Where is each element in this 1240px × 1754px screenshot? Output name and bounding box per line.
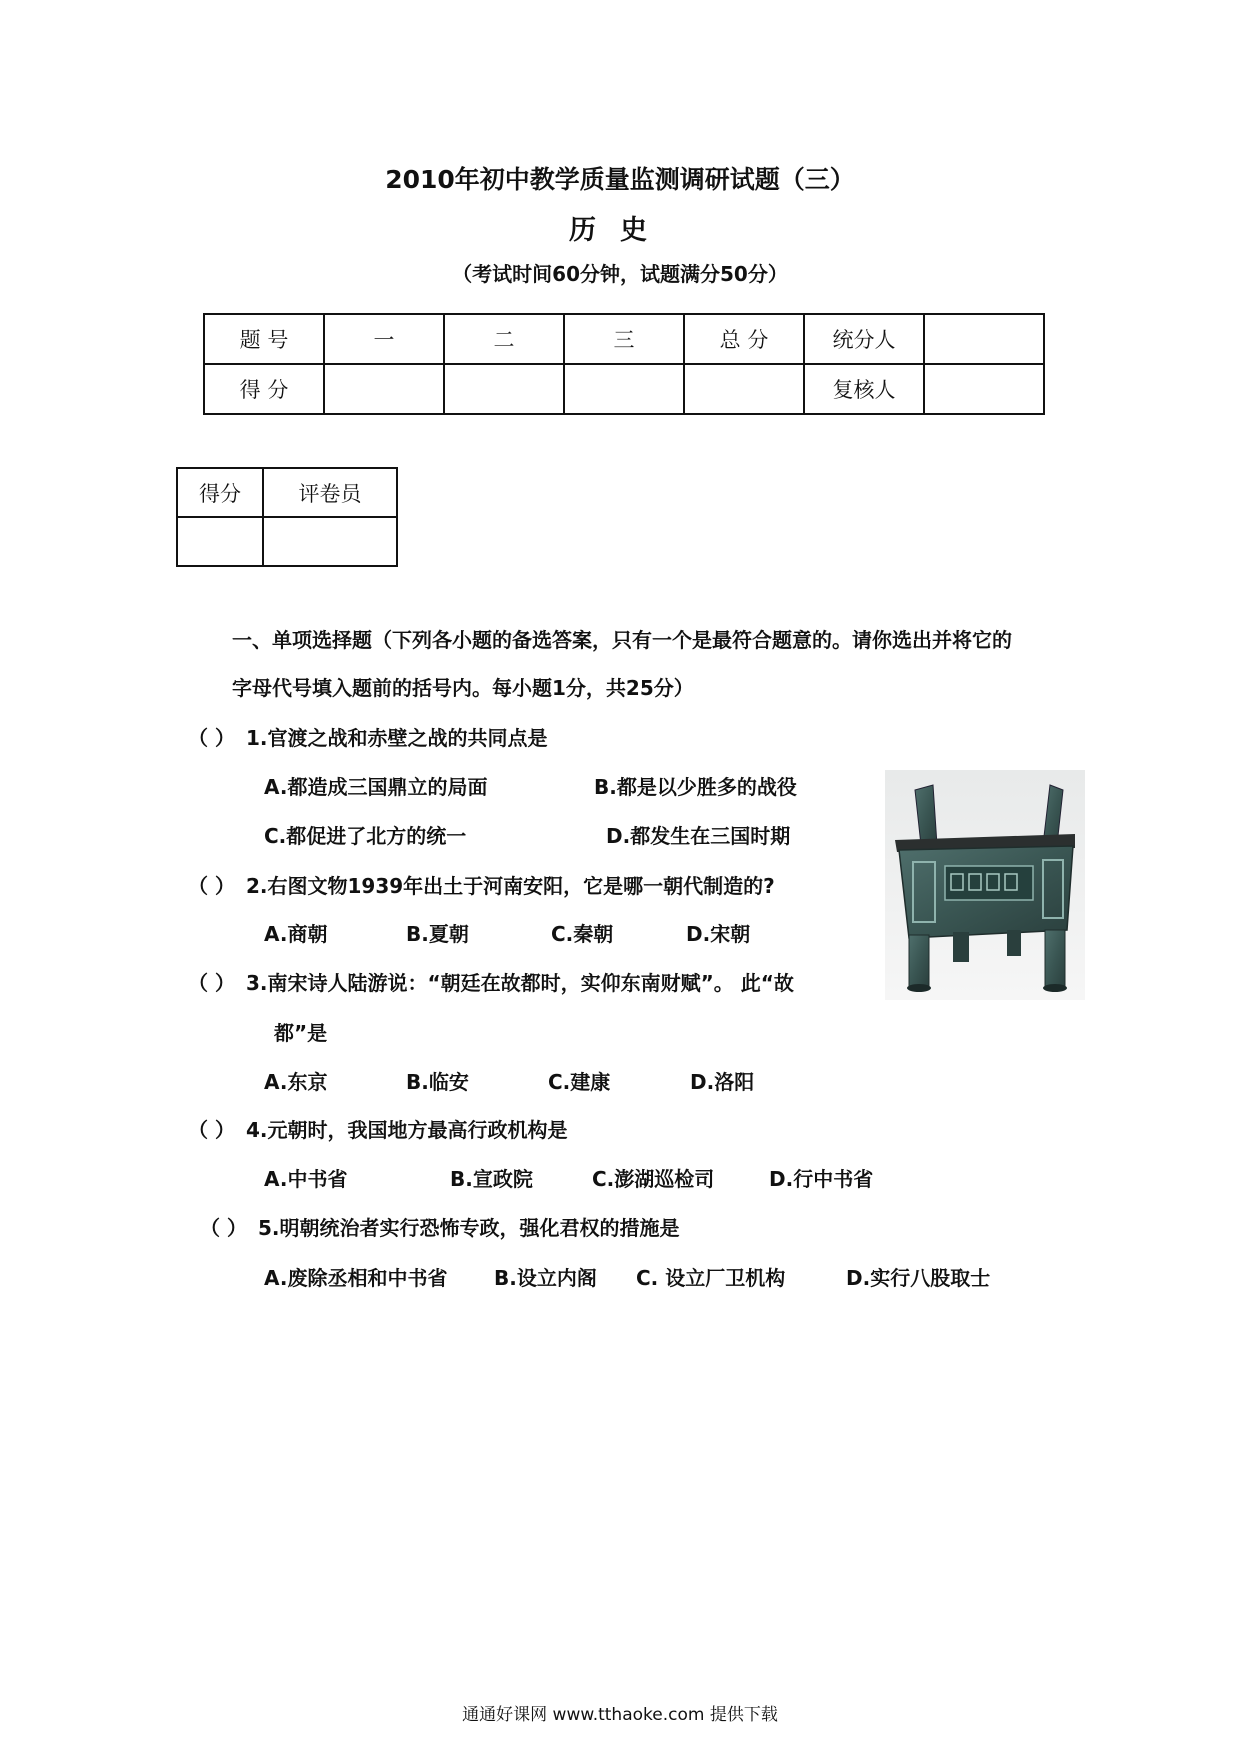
option-a: A.中书省 bbox=[264, 1167, 348, 1191]
score-cell: 总 分 bbox=[684, 314, 804, 364]
question-stem: 3.南宋诗人陆游说：“朝廷在故都时，实仰东南财赋”。 此“故 bbox=[246, 971, 794, 995]
grader-table bbox=[176, 467, 398, 567]
section-instructions-line1: 一、单项选择题（下列各小题的备选答案，只有一个是最符合题意的。请你选出并将它的 bbox=[232, 628, 1012, 652]
grader-score-cell[interactable] bbox=[177, 517, 263, 566]
score-cell[interactable] bbox=[924, 314, 1044, 364]
question-2-options bbox=[264, 918, 750, 947]
question-1-options-row2 bbox=[264, 820, 790, 849]
question-3-options bbox=[264, 1066, 754, 1095]
score-table-row bbox=[204, 314, 1044, 364]
option-d: D.都发生在三国时期 bbox=[606, 824, 791, 848]
score-cell[interactable] bbox=[684, 364, 804, 414]
option-b: B.都是以少胜多的战役 bbox=[594, 775, 797, 799]
question-stem: 1.官渡之战和赤壁之战的共同点是 bbox=[246, 726, 548, 750]
score-table bbox=[203, 313, 1045, 415]
question-2 bbox=[188, 870, 775, 899]
grader-header-score: 得分 bbox=[177, 468, 263, 517]
question-4-options bbox=[264, 1163, 873, 1192]
option-a: A.商朝 bbox=[264, 922, 328, 946]
question-stem: 2.右图文物1939年出土于河南安阳，它是哪一朝代制造的? bbox=[246, 874, 775, 898]
answer-blank[interactable]: （ ） bbox=[188, 874, 235, 898]
answer-blank[interactable]: （ ） bbox=[188, 971, 235, 995]
option-a: A.东京 bbox=[264, 1070, 328, 1094]
answer-blank[interactable]: （ ） bbox=[200, 1216, 247, 1240]
question-3-stem-continued: 都”是 bbox=[274, 1021, 328, 1045]
grader-header-grader: 评卷员 bbox=[263, 468, 397, 517]
score-cell: 一 bbox=[324, 314, 444, 364]
option-c: C. 设立厂卫机构 bbox=[636, 1266, 786, 1290]
score-cell[interactable] bbox=[324, 364, 444, 414]
score-cell: 题 号 bbox=[204, 314, 324, 364]
option-d: D.宋朝 bbox=[686, 922, 751, 946]
option-b: B.夏朝 bbox=[406, 922, 469, 946]
score-cell: 统分人 bbox=[804, 314, 924, 364]
question-stem: 5.明朝统治者实行恐怖专政，强化君权的措施是 bbox=[258, 1216, 680, 1240]
option-a: A.废除丞相和中书省 bbox=[264, 1266, 448, 1290]
option-d: D.实行八股取士 bbox=[846, 1266, 991, 1290]
question-3 bbox=[188, 967, 794, 996]
section-instructions-line2: 字母代号填入题前的括号内。每小题1分，共25分） bbox=[232, 676, 694, 700]
option-c: C.澎湖巡检司 bbox=[592, 1167, 715, 1191]
option-d: D.行中书省 bbox=[769, 1167, 874, 1191]
score-cell[interactable] bbox=[924, 364, 1044, 414]
question-1-options-row1 bbox=[264, 771, 797, 800]
score-cell[interactable] bbox=[564, 364, 684, 414]
exam-title: 2010年初中教学质量监测调研试题（三） bbox=[385, 165, 855, 194]
bronze-ding-image bbox=[885, 770, 1085, 1000]
subject-title: 历史 bbox=[569, 215, 671, 246]
option-a: A.都造成三国鼎立的局面 bbox=[264, 775, 488, 799]
option-b: B.设立内阁 bbox=[494, 1266, 597, 1290]
footer-source: 通通好课网 www.tthaoke.com 提供下载 bbox=[462, 1705, 778, 1725]
score-cell[interactable] bbox=[444, 364, 564, 414]
score-cell: 复核人 bbox=[804, 364, 924, 414]
option-c: C.都促进了北方的统一 bbox=[264, 824, 467, 848]
score-cell: 三 bbox=[564, 314, 684, 364]
exam-info: （考试时间60分钟，试题满分50分） bbox=[452, 262, 788, 286]
question-stem: 4.元朝时，我国地方最高行政机构是 bbox=[246, 1118, 568, 1142]
option-b: B.宣政院 bbox=[450, 1167, 533, 1191]
question-5-options bbox=[264, 1262, 990, 1291]
option-b: B.临安 bbox=[406, 1070, 469, 1094]
answer-blank[interactable]: （ ） bbox=[188, 726, 235, 750]
option-c: C.建康 bbox=[548, 1070, 611, 1094]
grader-name-cell[interactable] bbox=[263, 517, 397, 566]
option-d: D.洛阳 bbox=[690, 1070, 755, 1094]
option-c: C.秦朝 bbox=[551, 922, 614, 946]
question-1 bbox=[188, 722, 548, 751]
score-cell: 二 bbox=[444, 314, 564, 364]
score-cell: 得 分 bbox=[204, 364, 324, 414]
question-5 bbox=[200, 1212, 680, 1241]
question-4 bbox=[188, 1114, 568, 1143]
answer-blank[interactable]: （ ） bbox=[188, 1118, 235, 1142]
score-table-row bbox=[204, 364, 1044, 414]
